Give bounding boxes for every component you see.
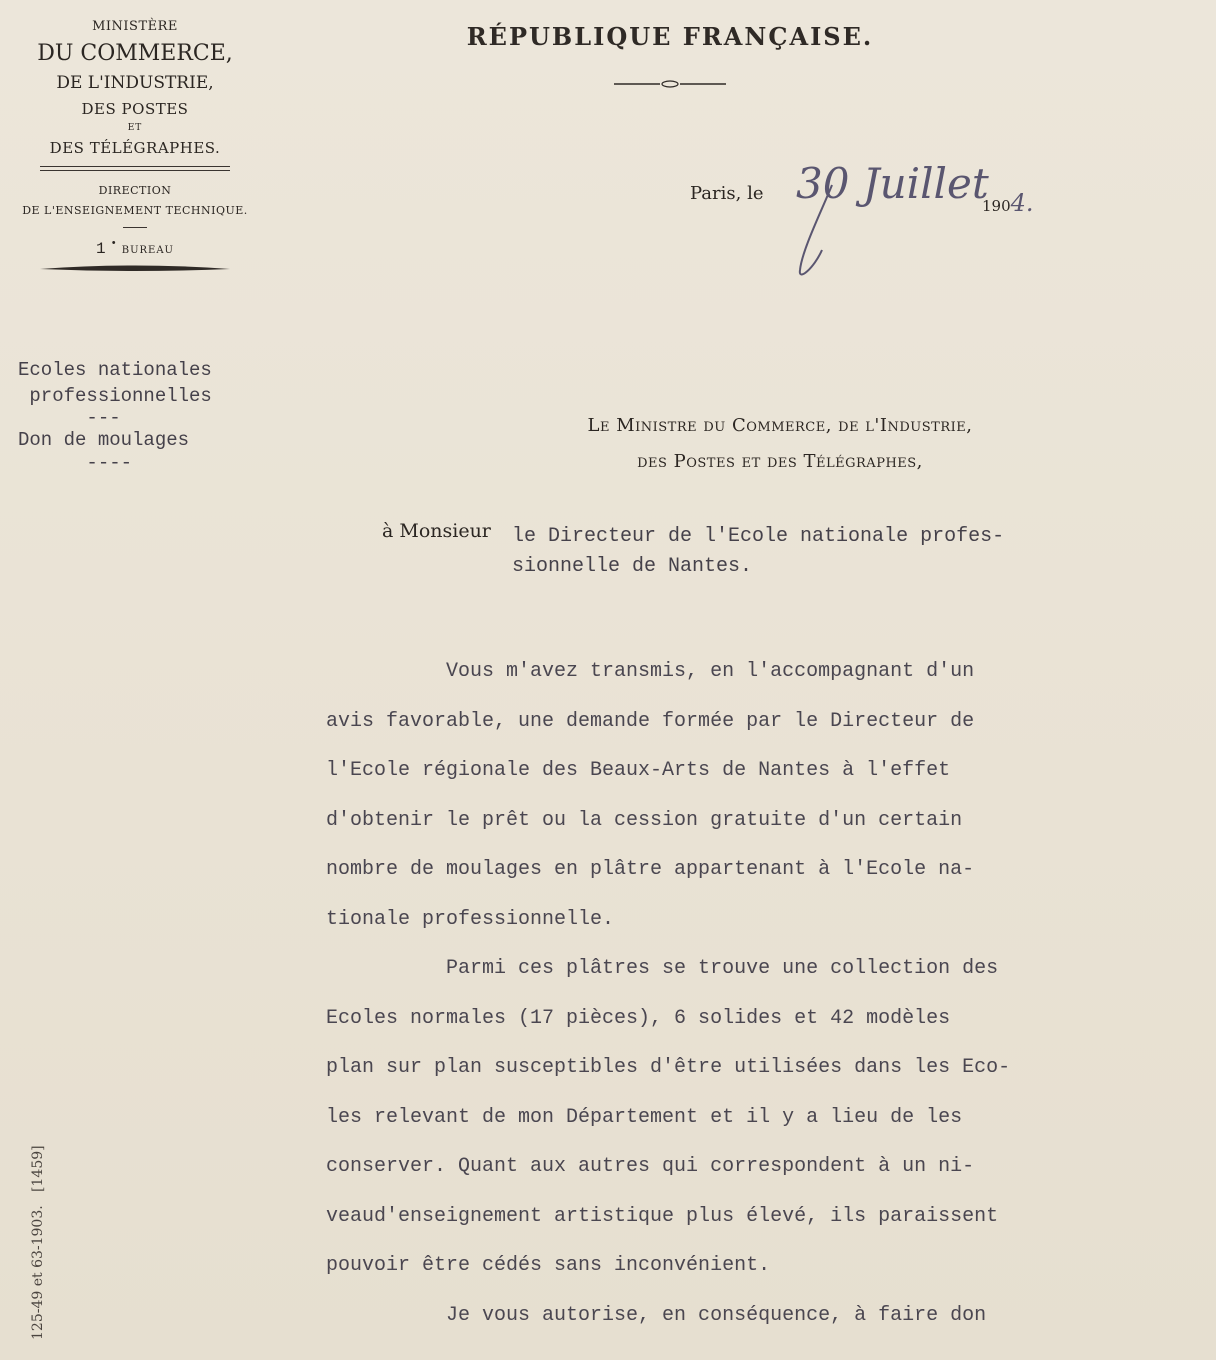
body-line: l'Ecole régionale des Beaux-Arts de Nantes à l'effet (326, 759, 951, 782)
year-prefix: 190 (982, 197, 1011, 215)
recipient-line: sionnelle de Nantes. (512, 555, 753, 578)
year (982, 189, 1034, 217)
letter-body (326, 647, 1196, 1340)
subject-block (18, 358, 288, 473)
body-line: nombre de moulages en plâtre appartenant à l'Ecole na- (326, 858, 975, 881)
bureau-word: BUREAU (121, 245, 174, 257)
body-line: Parmi ces plâtres se trouve une collection des (326, 957, 999, 980)
ministere-line-telegraphes: DES TÉLÉGRAPHES. (49, 138, 221, 157)
place-label: Paris, le (690, 183, 764, 204)
subject-separator: --- (18, 407, 121, 430)
direction-rule (123, 227, 147, 228)
margin-reference: 125-49 et 63-1903. [1459] (30, 1145, 46, 1340)
body-line: Vous m'avez transmis, en l'accompagnant d'un (326, 660, 975, 683)
handwritten-date-text: 30 Juillet (796, 159, 989, 208)
bureau-label: 1 • BUREAU (96, 238, 174, 259)
sender-line: Le Ministre du Commerce, de l'Industrie, (587, 415, 973, 436)
ministere-label: MINISTÈRE (92, 19, 178, 34)
body-line: d'obtenir le prêt ou la cession gratuite d'un certain (326, 808, 963, 832)
body-line: conserver. Quant aux autres qui correspondent à un ni- (326, 1155, 975, 1178)
recipient-label: à Monsieur (382, 520, 491, 542)
body-line: Je vous autorise, en conséquence, à faire don (326, 1303, 987, 1327)
sender-block (520, 408, 1040, 480)
subject-line: Don de moulages (18, 429, 190, 452)
recipient-line: le Directeur de l'Ecole nationale profes- (512, 525, 1005, 548)
body-line: les relevant de mon Département et il y a lieu de les (326, 1105, 963, 1129)
body-line: Ecoles normales (17 pièces), 6 solides et 42 modèles (326, 1006, 951, 1030)
subject-line: Ecoles nationales (18, 359, 212, 381)
body-line: plan sur plan susceptibles d'être utilisées dans les Eco- (326, 1056, 1011, 1079)
ministere-line-industrie: DE L'INDUSTRIE, (56, 73, 214, 94)
body-line: pouvoir être cédés sans inconvénient. (326, 1254, 771, 1277)
recipient-block (512, 522, 1004, 582)
bureau-number: 1 (96, 240, 106, 259)
ornament-icon (610, 78, 730, 90)
subject-line: professionnelles (18, 384, 212, 407)
body-line: avis favorable, une demande formée par le Directeur de (326, 709, 975, 733)
letterhead-divider (40, 166, 230, 171)
body-line: veaud'enseignement artistique plus élevé, ils paraissent (326, 1204, 999, 1228)
ministere-line-et: ET (127, 122, 143, 133)
subject-separator: ---- (18, 451, 133, 474)
republique-heading: RÉPUBLIQUE FRANÇAISE. (466, 22, 874, 51)
flourish-icon (35, 264, 235, 274)
sender-line: des Postes et des Télégraphes, (637, 451, 923, 472)
direction-label: DIRECTION (98, 184, 172, 198)
ministere-line-commerce: DU COMMERCE, (37, 41, 233, 67)
body-line: tionale professionnelle. (326, 907, 615, 931)
year-suffix: 4. (1010, 189, 1034, 217)
ministry-letterhead (20, 20, 250, 278)
direction-name: DE L'ENSEIGNEMENT TECHNIQUE. (22, 204, 248, 218)
ministere-line-postes: DES POSTES (81, 100, 189, 119)
